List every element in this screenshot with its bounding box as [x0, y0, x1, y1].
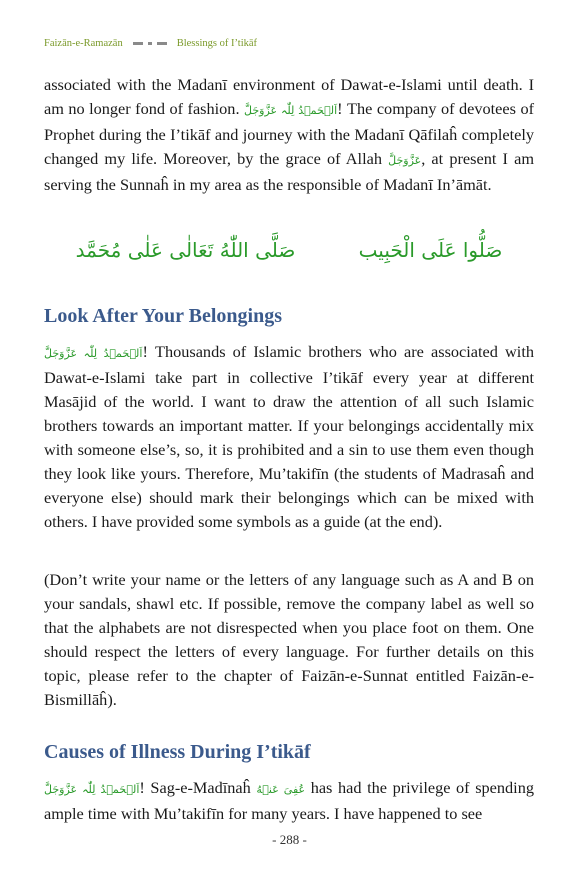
salawat-row [44, 238, 534, 262]
paragraph-belongings: اَلۡحَمۡدُ لِلّٰہ عَزَّوَجَلَّ! Thousands of Islamic brothers who are associated with Dawat-e-Islami take part in collective I’tikāf every year at different Masājid of the world. I want to draw the attention of all such Islamic brothers towards an important matter. If your belongings accidentally mix with someone else’s, so, it is prohibited and a sin to use them even though they look like yours. Therefore, Mu’takifīn (the students of Madrasaĥ and everyone else) should mark their belongings which can be mixed with others. I have provided some symbols as a guide (at the end). [44, 342, 534, 531]
salawat-left: صَلَّی اللّٰهُ تَعَالٰی عَلٰی مُحَمَّد [75, 238, 296, 262]
section-title: Blessings of I’tikāf [176, 38, 258, 49]
heading-look-after-belongings: Look After Your Belongings [44, 305, 282, 327]
heading-causes-of-illness: Causes of Illness During I’tikāf [44, 741, 311, 763]
arabic-phrase: اَلۡحَمۡدُ لِلّٰہ عَزَّوَجَلَّ [44, 347, 143, 360]
arabic-phrase: اَلۡحَمۡدُ لِلّٰہ عَزَّوَجَلَّ [244, 104, 338, 117]
arabic-phrase: عَزَّوَجَلَّ [388, 154, 422, 167]
paragraph-letters-respect: (Don’t write your name or the letters of any language such as A and B on your sandals, shawl etc. If possible, remove the company label as well so that the alphabets are not disrespected when you place foot on them. One should respect the letters of every language. For further details on this topic, please refer to the chapter of Faizān-e-Sunnat entitled Faizān-e-Bismillāĥ). [44, 570, 534, 709]
paragraph-intro: associated with the Madanī environment of Dawat-e-Islami until death. I am no longer fond of fashion. اَلۡحَمۡدُ لِلّٰہ عَزَّوَجَلَّ! The company of devotees of Prophet during the I’tikāf and journey with the Madanī Qāfilaĥ completely changed my life. Moreover, by the grace of Allah عَزَّوَجَلَّ, at present I am serving the Sunnaĥ in my area as the responsible of Madanī In’āmāt. [44, 75, 535, 194]
arabic-phrase: اَلۡحَمۡدُ لِلّٰہ عَزَّوَجَلَّ [44, 783, 140, 796]
header-separator [133, 42, 167, 45]
arabic-phrase: عُفِیَ عَنۡهُ [256, 783, 306, 796]
running-header [44, 38, 257, 49]
salawat-right: صَلُّوا عَلَی الْحَبِیب [358, 238, 503, 262]
book-title: Faizān-e-Ramazān [44, 38, 123, 49]
page-number: - 288 - [272, 832, 307, 847]
paragraph-illness: اَلۡحَمۡدُ لِلّٰہ عَزَّوَجَلَّ! Sag-e-Madīnaĥ عُفِیَ عَنۡهُ has had the privilege of spending ample time with Mu’takifīn for many years. I have happened to see [44, 778, 534, 823]
